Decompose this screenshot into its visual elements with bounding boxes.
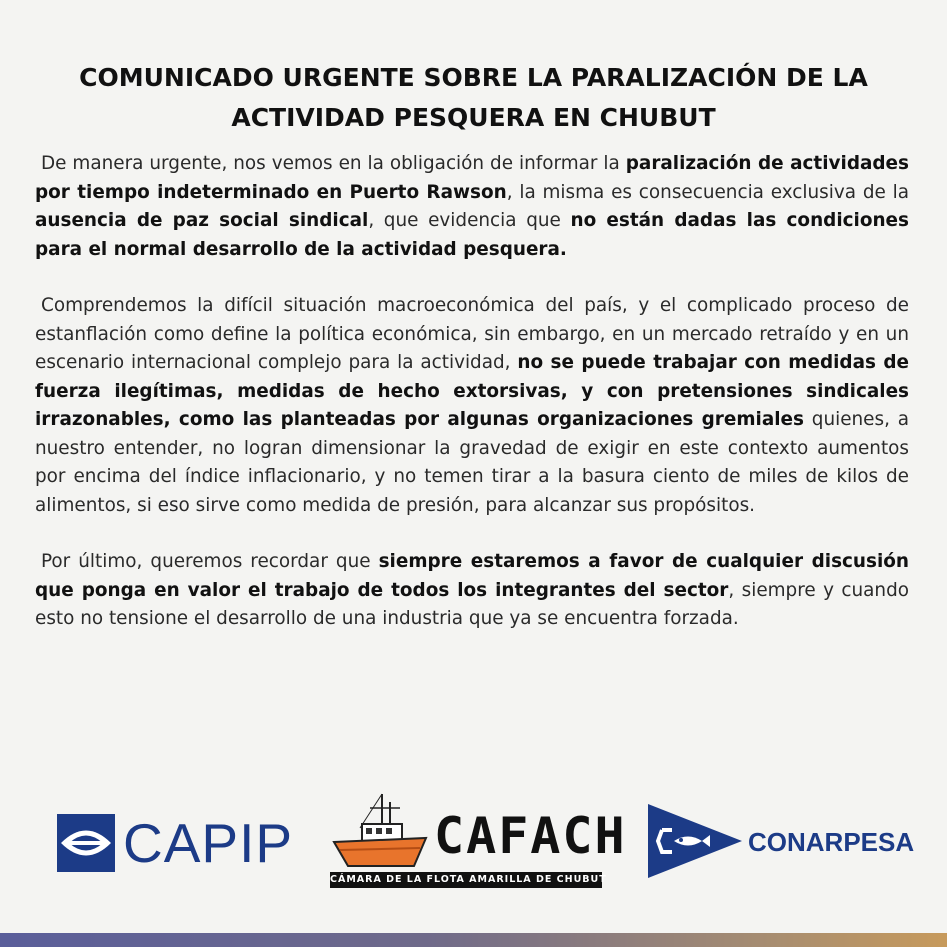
- cafach-logo: [330, 788, 627, 888]
- cafach-subtitle: CÁMARA DE LA FLOTA AMARILLA DE CHUBUT: [330, 872, 602, 888]
- title-line-2: ACTIVIDAD PESQUERA EN CHUBUT: [231, 103, 716, 132]
- paragraph-1-bold-b: ausencia de paz social sindical: [35, 210, 369, 231]
- pennant-flag-icon: [648, 804, 742, 878]
- conarpesa-wordmark: CONARPESA: [748, 827, 915, 857]
- paragraph-3-text-b: , siempre y cuando esto no tensione el desarrollo de una industria que ya se encuentra forzada.: [35, 579, 910, 629]
- paragraph-2-bold-a: no se puede trabajar con medidas de fuerza ilegítimas, medidas de hecho extorsivas, y con pretensiones sindicales irrazonables, como las planteadas por algunas organizaciones gremiales: [35, 352, 909, 430]
- paragraph-3: [35, 548, 909, 634]
- paragraph-1-text-a: De manera urgente, nos vemos en la obligación de informar la: [41, 153, 626, 174]
- paragraph-3-bold-a: siempre estaremos a favor de cualquier discusión que ponga en valor el trabajo de todos los integrantes del sector: [35, 551, 909, 601]
- paragraph-1-text-c: , que evidencia que: [368, 210, 571, 231]
- paragraph-1: [35, 150, 909, 264]
- page-title: [40, 58, 907, 138]
- paragraph-1-bold-c: no están dadas las condiciones para el normal desarrollo de la actividad pesquera.: [35, 210, 909, 260]
- paragraph-2-text-b: quienes, a nuestro entender, no logran dimensionar la gravedad de exigir en este contexto aumentos por encima del índice inflacionario, y no temen tirar a la basura ciento de miles de kilos de alimentos, si eso sirve como medida de presión, para alcanzar sus propósitos.: [35, 409, 909, 516]
- paragraph-1-text-b: , la misma es consecuencia exclusiva de la: [506, 181, 910, 203]
- paragraph-1-bold-a: paralización de actividades por tiempo indeterminado en Puerto Rawson: [35, 153, 909, 203]
- paragraph-3-text-a: Por último, queremos recordar que: [41, 551, 379, 572]
- logo-row: [0, 780, 947, 890]
- title-line-1: COMUNICADO URGENTE SOBRE LA PARALIZACIÓN DE LA: [79, 63, 868, 92]
- paragraph-2-text-a: Comprendemos la difícil situación macroeconómica del país, y el complicado proceso de estanflación como define la política económica, sin embargo, en un mercado retraído y en un escenario internacional complejo para la actividad,: [35, 295, 909, 373]
- capip-wordmark: CAPIP: [123, 812, 294, 874]
- bottom-gradient-bar: [0, 933, 947, 947]
- conarpesa-logo: [648, 804, 923, 878]
- capip-emblem-icon: [57, 814, 115, 872]
- paragraph-2: [35, 292, 909, 520]
- fishing-boat-icon: [330, 788, 430, 878]
- communique-body: [35, 150, 909, 662]
- cafach-wordmark: CAFACH: [434, 807, 627, 865]
